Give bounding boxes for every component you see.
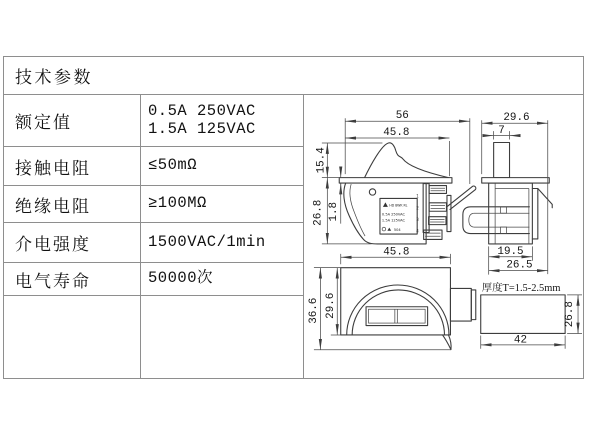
dim-bottom-body-height: 29.6: [324, 292, 337, 319]
row-value: ≤50mΩ: [148, 156, 198, 175]
thickness-note: 厚度T=1.5-2.5mm: [481, 282, 561, 294]
panel-cutout-view: [481, 281, 582, 349]
cert-circle-icon: [382, 227, 386, 231]
spec-table: [4, 95, 304, 378]
dim-side-overall-width: 26.5: [506, 259, 533, 272]
row-value: 50000次: [148, 269, 214, 288]
row-value: [141, 296, 303, 378]
bottom-view-dimensions: [308, 246, 451, 349]
dim-front-flange-thickness: 1.8: [327, 201, 340, 222]
dim-front-body-width: 45.8: [383, 127, 410, 140]
dim-bottom-total-height: 36.6: [307, 297, 320, 324]
panel-cutout-rect: [481, 295, 565, 334]
side-connector-block: [450, 288, 471, 321]
row-value: [141, 95, 303, 146]
push-button: [494, 142, 510, 177]
svg-text:3: 3: [416, 217, 419, 223]
table-row-dielectric-strength: [4, 223, 303, 263]
svg-text:2: 2: [416, 205, 419, 211]
clip-inner-line: [350, 184, 365, 236]
side-flange: [482, 178, 550, 183]
label-plate: [380, 198, 417, 234]
row-label: [4, 296, 141, 378]
terminal-lugs: [424, 186, 447, 240]
rocker-window-inner: [369, 309, 426, 323]
plate-cert-text: 504: [393, 228, 401, 233]
plate-rating1-text: 0.5A 250VAC: [381, 212, 405, 217]
table-row-empty: [4, 296, 303, 378]
cutout-dimensions: [481, 295, 582, 349]
side-view: [463, 112, 552, 274]
content-frame: [3, 56, 584, 379]
row-label: 绝缘电阻: [4, 186, 141, 222]
rated-value-line1: 0.5A 250VAC: [148, 102, 256, 121]
row-label: 额定值: [4, 95, 141, 146]
dim-side-total-width: 29.6: [503, 112, 530, 125]
technical-drawing-cell: [304, 95, 583, 378]
table-header: [4, 57, 583, 95]
dim-side-button-width: 7: [498, 125, 505, 138]
table-row-contact-resistance: [4, 147, 303, 186]
side-connector-cap: [471, 290, 475, 320]
table-row-electrical-life: [4, 263, 303, 296]
plate-model-text: HD BWK RL: [389, 203, 408, 208]
rated-value-line2: 1.5A 125VAC: [148, 119, 256, 138]
dim-bottom-width: 45.8: [383, 246, 410, 259]
actuator-lever: [447, 186, 475, 210]
mounting-bracket: [463, 207, 530, 234]
cert-triangle-icon: [387, 228, 391, 231]
dim-cutout-height: 26.8: [564, 301, 577, 328]
row-label: 电气寿命: [4, 263, 141, 295]
table-row-insulation-resistance: [4, 186, 303, 223]
row-label: 介电强度: [4, 223, 141, 262]
row-value: 1500VAC/1min: [148, 232, 266, 251]
dim-front-rocker-height: 15.4: [315, 147, 328, 174]
plate-rating2-text: 1.5A 125VAC: [381, 218, 405, 223]
rocker-dome: [365, 143, 449, 178]
row-value: ≥100MΩ: [148, 194, 207, 213]
bottom-view: [308, 246, 476, 349]
body-hole: [369, 189, 375, 195]
table-header-label: 技术参数: [15, 68, 93, 87]
dome-outer-arc: [347, 285, 449, 335]
mounting-flange: [339, 178, 452, 183]
front-view: [312, 110, 475, 244]
dim-front-body-height: 26.8: [312, 199, 325, 226]
snap-wing: [532, 189, 552, 239]
terminal-side-bar: [447, 195, 451, 231]
brand-logo-icon: [383, 202, 388, 206]
dim-front-total-width: 56: [395, 110, 409, 123]
dim-side-body-width: 19.5: [497, 245, 524, 258]
dim-cutout-width: 42: [513, 334, 527, 347]
technical-drawing: [304, 95, 583, 378]
bottom-body: [341, 268, 451, 335]
lever-tail: [443, 335, 452, 350]
svg-text:1: 1: [416, 193, 419, 199]
table-row-rated-value: [4, 95, 303, 147]
svg-text:4: 4: [416, 228, 419, 234]
row-label: 接触电阻: [4, 147, 141, 185]
